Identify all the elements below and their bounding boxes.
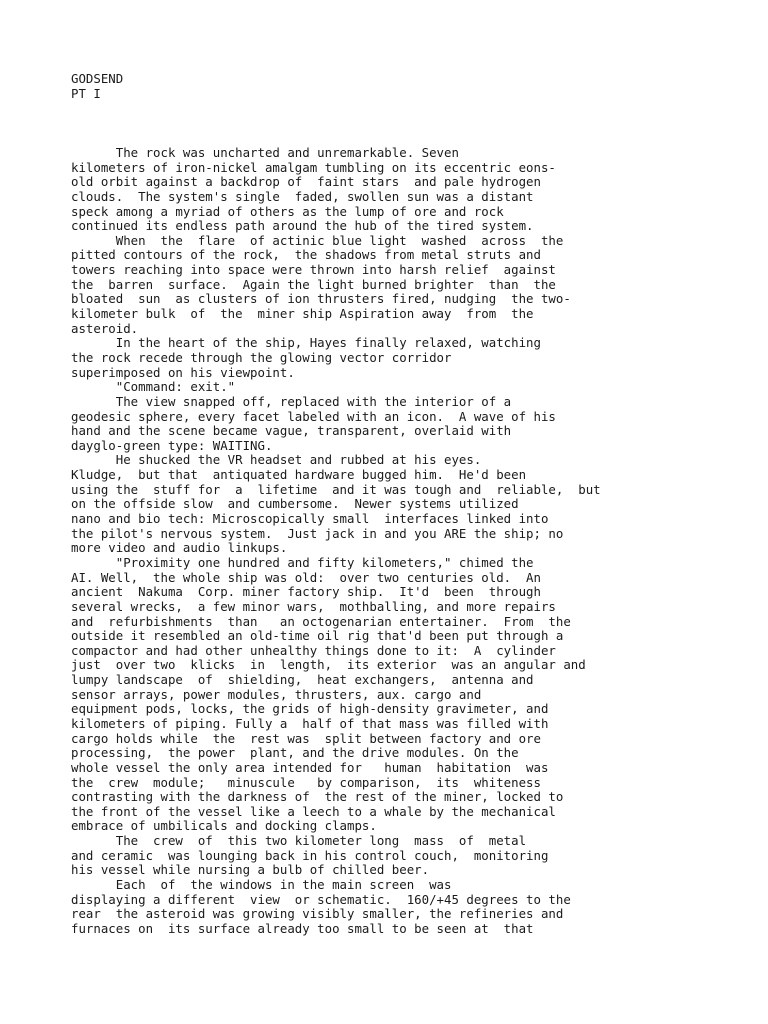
text-line: cargo holds while the rest was split between factory and ore xyxy=(71,730,541,746)
text-line: towers reaching into space were thrown into harsh relief against xyxy=(71,262,556,278)
text-line: just over two klicks in length, its exterior was an angular and xyxy=(71,657,586,673)
text-line: ancient Nakuma Corp. miner factory ship. It'd been through xyxy=(71,584,541,600)
text-line: and refurbishments than an octogenarian entertainer. From the xyxy=(71,613,571,629)
text-line: dayglo-green type: WAITING. xyxy=(71,437,273,453)
text-line: The crew of this two kilometer long mass of metal xyxy=(71,833,527,849)
story-body xyxy=(71,146,751,937)
document-part: PT I xyxy=(71,85,101,101)
text-line: bloated sun as clusters of ion thrusters fired, nudging the two- xyxy=(71,291,571,307)
document-title: GODSEND xyxy=(71,71,124,86)
text-line: Each of the windows in the main screen was xyxy=(71,877,452,893)
text-line: continued its endless path around the hub of the tired system. xyxy=(71,218,534,234)
text-line: kilometers of iron-nickel amalgam tumbling on its eccentric eons- xyxy=(71,159,556,175)
text-line: kilometer bulk of the miner ship Aspiration away from the xyxy=(71,306,534,322)
text-line: sensor arrays, power modules, thrusters, aux. cargo and xyxy=(71,686,482,702)
text-line: When the flare of actinic blue light washed across the xyxy=(71,232,564,248)
text-line: geodesic sphere, every facet labeled with an icon. A wave of his xyxy=(71,408,556,424)
text-line: processing, the power plant, and the drive modules. On the xyxy=(71,745,519,761)
text-line: The rock was uncharted and unremarkable. Seven xyxy=(71,145,459,160)
text-line: equipment pods, locks, the grids of high-density gravimeter, and xyxy=(71,701,549,717)
text-line: kilometers of piping. Fully a half of that mass was filled with xyxy=(71,715,549,731)
text-line: old orbit against a backdrop of faint stars and pale hydrogen xyxy=(71,174,541,190)
text-line: The view snapped off, replaced with the interior of a xyxy=(71,393,512,409)
text-line: rear the asteroid was growing visibly smaller, the refineries and xyxy=(71,906,564,922)
text-line: the rock recede through the glowing vector corridor xyxy=(71,349,452,365)
text-line: superimposed on his viewpoint. xyxy=(71,364,295,380)
text-line: the front of the vessel like a leech to a whale by the mechanical xyxy=(71,803,556,819)
text-line: several wrecks, a few minor wars, mothballing, and more repairs xyxy=(71,598,556,614)
document-header xyxy=(71,72,123,101)
text-line: the barren surface. Again the light burned brighter than the xyxy=(71,276,556,292)
text-line: his vessel while nursing a bulb of chilled beer. xyxy=(71,862,430,878)
text-line: displaying a different view or schematic. 160/+45 degrees to the xyxy=(71,891,571,907)
text-line: whole vessel the only area intended for human habitation was xyxy=(71,759,549,775)
text-line: asteroid. xyxy=(71,320,139,336)
text-line: on the offside slow and cumbersome. Newer systems utilized xyxy=(71,496,519,512)
text-line: clouds. The system's single faded, swollen sun was a distant xyxy=(71,188,534,204)
text-line: "Command: exit." xyxy=(71,379,236,395)
text-line: and ceramic was lounging back in his control couch, monitoring xyxy=(71,847,549,863)
text-line: furnaces on its surface already too small to be seen at that xyxy=(71,920,534,936)
text-line: embrace of umbilicals and docking clamps. xyxy=(71,818,377,834)
text-line: more video and audio linkups. xyxy=(71,540,288,556)
text-line: the crew module; minuscule by comparison, its whiteness xyxy=(71,774,541,790)
text-line: outside it resembled an old-time oil rig that'd been put through a xyxy=(71,628,564,644)
text-line: contrasting with the darkness of the rest of the miner, locked to xyxy=(71,789,564,805)
text-line: speck among a myriad of others as the lump of ore and rock xyxy=(71,203,504,219)
text-line: hand and the scene became vague, transparent, overlaid with xyxy=(71,423,512,439)
text-line: Kludge, but that antiquated hardware bugged him. He'd been xyxy=(71,467,527,483)
text-line: pitted contours of the rock, the shadows from metal struts and xyxy=(71,247,541,263)
text-line: nano and bio tech: Microscopically small interfaces linked into xyxy=(71,511,549,527)
text-line: AI. Well, the whole ship was old: over two centuries old. An xyxy=(71,569,541,585)
text-line: compactor and had other unhealthy things done to it: A cylinder xyxy=(71,642,556,658)
text-line: "Proximity one hundred and fifty kilometers," chimed the xyxy=(71,554,534,570)
text-line: lumpy landscape of shielding, heat exchangers, antenna and xyxy=(71,672,534,688)
text-line: the pilot's nervous system. Just jack in and you ARE the ship; no xyxy=(71,525,564,541)
text-line: In the heart of the ship, Hayes finally relaxed, watching xyxy=(71,335,541,351)
text-line: He shucked the VR headset and rubbed at his eyes. xyxy=(71,452,482,468)
text-line: using the stuff for a lifetime and it was tough and reliable, but xyxy=(71,481,601,497)
